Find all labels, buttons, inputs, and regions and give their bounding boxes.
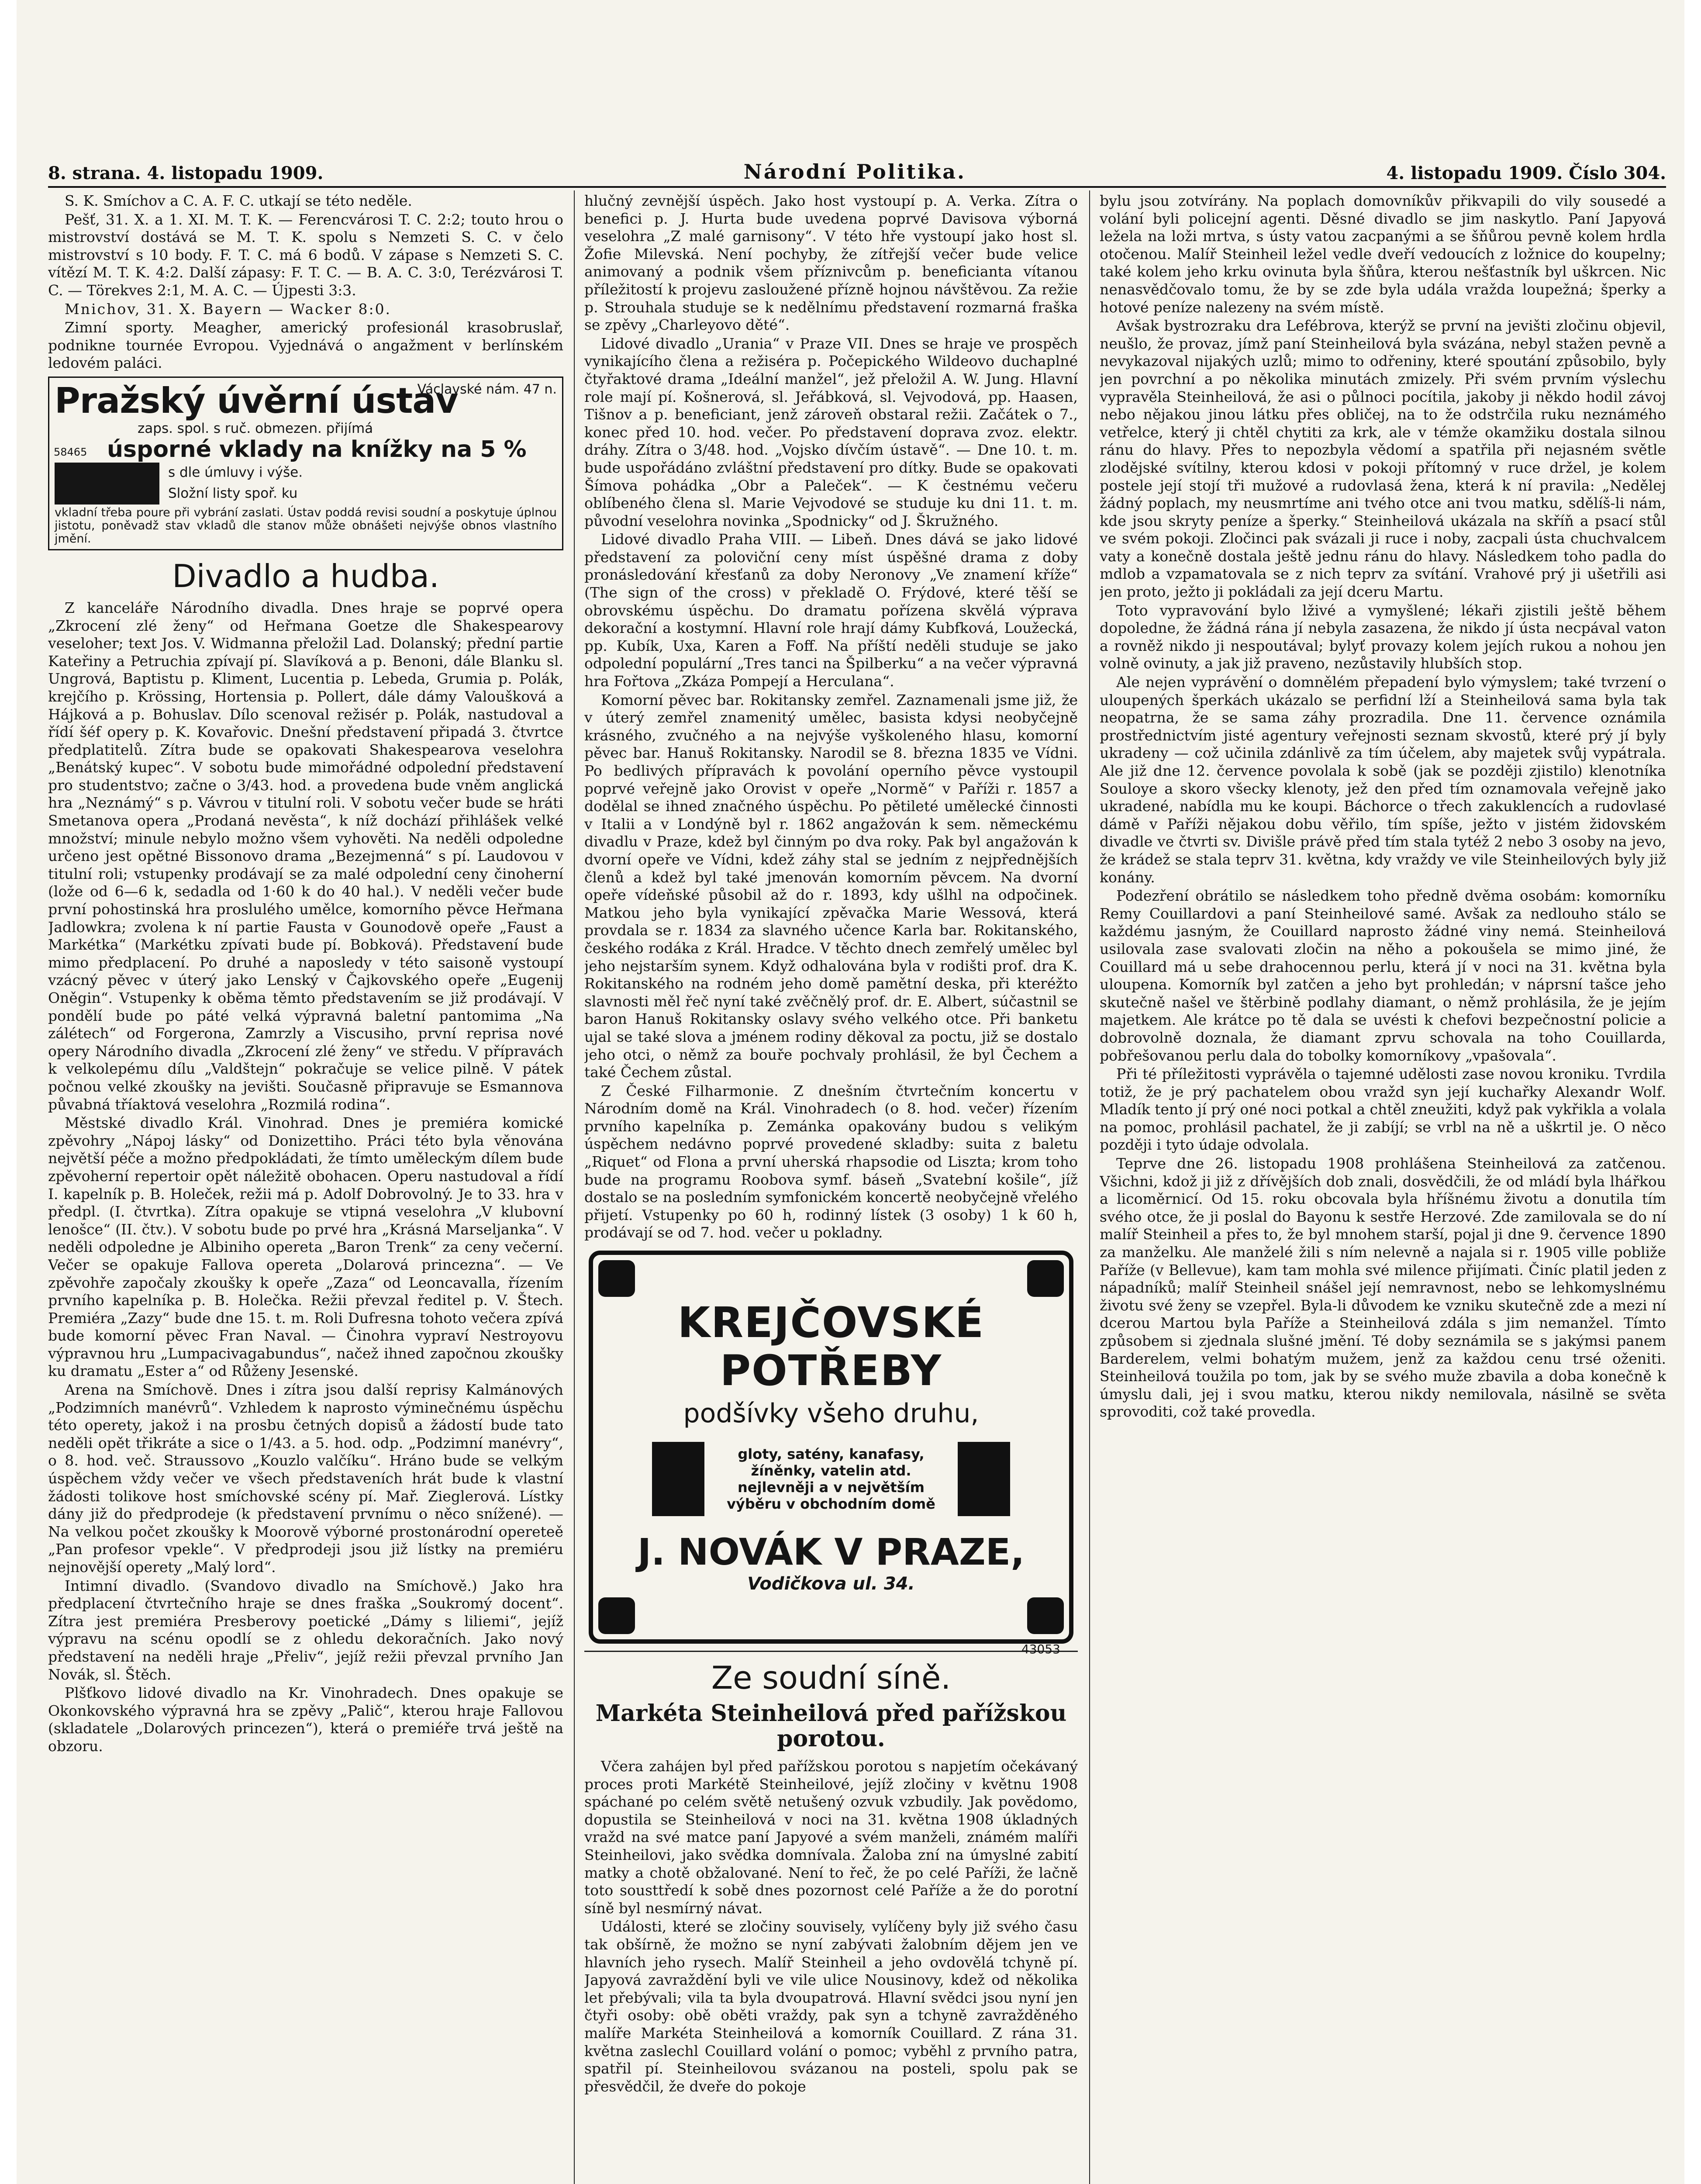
bank-line: s dle úmluvy i výše. [168, 464, 303, 480]
bank-name: Pražský úvěrní ústav [55, 380, 458, 421]
ad-goods: gloty, satény, kanafasy, žíněnky, vatelin atd. nejlevněji a v největším výběru v obchodním domě [727, 1446, 935, 1513]
sport-paragraph: Mnichov, 31. X. Bayern — Wacker 8:0. [65, 300, 392, 318]
page-header [48, 153, 1666, 183]
sport-paragraph: Pešť, 31. X. a 1. XI. M. T. K. — Ferencvárosi T. C. 2:2; touto hrou o mistrovství dostává se M. T. K. spolu s Nemzeti S. C. v čelo mistrovství s 10 body. F. T. C. má 6 bodů. V zápase s Nemzeti S. C. vítězí M. T. K. 4:2. Další zápasy: F. T. C. — B. A. C. 3:0, Terézvárosi T. C. — Törekves 2:1, M. A. C. — Újpesti 3:3. [48, 211, 563, 299]
ornament-icon [598, 1260, 635, 1297]
ornament-icon [598, 1597, 635, 1634]
article-paragraph: Městské divadlo Král. Vinohrad. Dnes je premiéra komické zpěvohry „Nápoj lásky“ od Donizettiho. Práci této byla věnována největší péče a možno předpokládati, že tímto uměleckým dílem bude zpěvoherní repertoir opět náležitě obohacen. Operu nastudoval a řídí I. kapelník p. B. Holeček, režii má p. Adolf Dobrovolný. Je to 33. hra v předpl. (I. čtvrtka). Zítra opakuje se vtipná veselohra „V klubovní lenošce“ (II. čtv.). V sobotu bude po prvé hra „Krásná Marseljanka“. V neděli odpoledne je Albiniho opereta „Baron Trenk“ za ceny večerní. Večer se opakuje Fallova opereta „Dolarová princezna“. — Ve zpěvohře započaly zkoušky k opeře „Zaza“ od Leoncavalla, řízením prvního kapelníka p. B. Holečka. Režii převzal ředitel p. V. Štech. Premiéra „Zazy“ bude dne 15. t. m. Roli Dufresna tohoto večera zpívá bude komorní pěvec Fran Naval. — Činohra vypraví Nestroyovu výpravnou hru „Lumpacivagabundus“, načež ihned započnou zkoušky ku dramatu „Ester a“ od Růženy Jesenské. [48, 1114, 563, 1380]
bank-fine-print: vkladní třeba poure při vybrání zaslati. Ústav poddá revisi soudní a poskytuje úplnou jistotu, poněvadž stav vkladů dle stanov může obnášeti nejvýše obnos vlastního jmění. [55, 505, 557, 546]
header-left: 8. strana. 4. listopadu 1909. [48, 163, 324, 183]
bank-address: Václavské nám. 47 n. [417, 381, 557, 397]
article-paragraph: Ale nejen vyprávění o domnělém přepadení bylo výmyslem; také tvrzení o uloupených šperkách ukázalo se perfidní lží a Steinheilová sama byla tak neopatrna, že se sama záhy prozradila. Dne 11. července oznámila prostřednictvím jisté agentury veřejnosti seznam skvostů, které prý jí byly ukradeny — což učinila zdánlivě za tím účelem, aby majetek svůj vypátrala. Ale již dne 12. července povolala k sobě (jak se později zjistilo) klenotníka Souloye a skoro všecky klenoty, jež den před tím oznamovala veřejně jako ukradené, nabídla mu ke koupi. Báchorce o třech zakuklencích a rudovlasé dámě v Paříži nějakou dobu věřilo, tím spíše, ježto v jistém židovském divadle ve čtvrti sv. Divišle právě před tím stala tytéž 2 nebo 3 osoby na jevo, že krádež se stala teprv 31. května, kdy vraždy ve vile Steinheilových byly již konány. [1100, 674, 1666, 886]
article-paragraph: Včera zahájen byl před pařížskou porotou s napjetím očekávaný proces proti Markétě Steinheilové, jejíž zločiny v květnu 1908 spáchané po celém světě netušený ozvuk vzbudily. Jak povědomo, dopustila se Steinheilová v noci na 31. května 1908 úkladných vražd na své matce paní Japyové a svém manželi, známém malíři Steinheilovi, jako svědka domnívala. Žaloba zní na úmyslné zabití matky a chotě obžalované. Není to řeč, že po celé Paříži, že lačně toto sousttředí k sobě dnes pozornost celé Paříže a že do porotní síně byl nesmírný návat. [584, 1758, 1078, 1917]
article-paragraph: Lidové divadlo Praha VIII. — Libeň. Dnes dává se jako lidové představení za poloviční ceny míst úspěšné drama z doby pronásledování křesťanů za doby Neronovy „Ve znamení kříže“ (The sign of the cross) v překladě O. Frýdové, které těší se obrovskému úspěchu. Do dramatu pořízena skvělá výprava dekorační a kostymní. Hlavní role hrají dámy Kubfková, Loužecká, pp. Kubík, Uxa, Karen a Foff. Na příští neděli studuje se jako odpolední populární „Tres tanci na Špilberku“ a na večer výpravná hra Fořtova „Zkáza Pompejí a Herculana“. [584, 531, 1078, 690]
bank-line: Složní listy spoř. ku [168, 485, 298, 501]
column-1 [48, 192, 563, 2184]
column-rule [1089, 190, 1090, 2184]
ad-decoration [958, 1442, 1010, 1516]
bank-advertisement [48, 377, 563, 550]
article-paragraph: Komorní pěvec bar. Rokitansky zemřel. Zaznamenali jsme již, že v úterý zemřel znamenitý umělec, basista kdysi neobyčejně krásného, zvučného a na nejvýše vyškoleného hlasu, komorní pěvec bar. Hanuš Rokitansky. Narodil se 8. března 1835 ve Vídni. Po bedlivých přípravách k povolání operního pěvce vystoupil poprvé veřejně jako Orovist v opeře „Normě“ v Paříži r. 1857 a dodělal se ihned značného úspěchu. Po pětileté umělecké činnosti v Italii a v Londýně byl r. 1862 angažován k sem. německému divadlu v Praze, kdež byl činným po dva roky. Pak byl angažován k dvorní opeře ve Vídni, kdež záhy stal se jedním z nejpřednějších členů a kdež byl také jmenován komorním pěvcem. Na dvorní opeře vídeňské působil až do r. 1893, kdy ušlhl na odpočinek. Matkou jeho byla vynikající zpěvačka Marie Wessová, která provdala se r. 1834 za slavného učence Karla bar. Rokitanského, českého rodáka z Král. Hradce. V těchto dnech zemřelý umělec byl jeho nejstarším synem. Když odhalována byla v rodišti prof. dra K. Rokitanského na rodném jeho domě pamětní deska, při kteréžto slavnosti měl řeč nyní také zvěčnělý prof. dr. E. Albert, súčastnil se baron Hanuš Rokitansky oslavy svého velkého otce. Při banketu ujal se také slova a jménem rodiny děkoval za poctu, již se dostalo jeho otci, o němž za bouře pochvaly prohlásil, že byl Čechem a také Čechem zůstal. [584, 691, 1078, 1081]
ad-company: J. NOVÁK V PRAZE, [637, 1531, 1025, 1574]
ad-headline: KREJČOVSKÉ POTŘEBY [677, 1298, 985, 1396]
section-rule [584, 1651, 1078, 1652]
ad-number: 43053 [1021, 1642, 1060, 1657]
article-paragraph: Z kanceláře Národního divadla. Dnes hraje se poprvé opera „Zkrocení zlé ženy“ od Heřmana Goetze dle Shakespearovy veseloher; text Jos. V. Widmanna přeložil Lad. Dolanský; přední partie Kateřiny a Petruchia zpívají pí. Slavíková a p. Benoni, dále Blanku sl. Ungrová, Baptistu p. Kliment, Lucentia p. Lebeda, Grumia p. Polák, krejčího p. Krössing, Hortensia p. Pollert, dále dámy Valoušková a Hájková a p. Bohuslav. Dílo scenoval režisér p. Polák, nastudoval a řídí šéf opery p. K. Kovařovic. Dnešní představení připadá 3. čtvrtce předplatitelů. Zítra bude se opakovati Shakespearova veselohra „Benátský kupec“. V sobotu bude mimořádné odpolední představení pro studentstvo; začne o 3/43. hod. a provedena bude vněm anglická hra „Neznámý“ s p. Vávrou v titulní roli. V sobotu večer bude se hráti Smetanova opera „Prodaná nevěsta“, k níž dochází přihlášek velké množství; minule nebylo možno všem vyhověti. Na neděli odpoledne určeno jest opětné Bissonovo drama „Bezejmenná“ s pí. Laudovou v titulní roli; vstupenky prodávají se za malé odpolední ceny činoherní (lože od 6—6 k, sedadla od 1·60 k do 40 hal.). V neděli večer bude první pohostinská hra proslulého umělce, komorního pěvce Heřmana Jadlowkra; zvolena k ní partie Fausta v Gounodově opeře „Faust a Markétka“ (Markétku zpívati bude pí. Bobková). Představení bude mimo předplacení. Po druhé a naposledy v této saisoně vystoupí vzácný pěvec v úterý jako Lenský v Čajkovského opeře „Eugenij Oněgin“. Vstupenky k oběma těmto představením se již prodávají. V pondělí bude po páté velká výpravná baletní pantomima „Na zálétech“ od Forgerona, Zamrzly a Viscusiho, první reprisa nové opery Národního divadla „Zkrocení zlé ženy“ ve středu. V přípravách k velkolepému dílu „Valdštejn“ pokračuje se velice pilně. V pátek počnou velké zkoušky na jevišti. Současně připravuje se Esmannova půvabná tříaktová veselohra „Rozmilá rodina“. [48, 599, 563, 1113]
header-rule [48, 186, 1666, 188]
bank-offer: úsporné vklady na knížky na 5 % [107, 436, 527, 463]
column-2 [584, 192, 1078, 2184]
bank-line: zaps. spol. s ruč. obmezen. přijímá [138, 420, 373, 436]
ad-decoration [652, 1442, 704, 1516]
article-paragraph: Intimní divadlo. (Svandovo divadlo na Smíchově.) Jako hra předplacení čtvrtečního hraje se dnes fraška „Soukromý docent“. Zítra jest premiéra Presberovy poetické „Dámy s liliemi“, jejíž výpravu na scénu opodlí se z ohledu dekoračních. Jako nový představení na neděli hraje „Přeliv“, jejíž režii převzal prvního Jan Novák, sl. Štěch. [48, 1577, 563, 1683]
article-paragraph: Plšťkovo lidové divadlo na Kr. Vinohradech. Dnes opakuje se Okonkovského výpravná hra se zpěvy „Palič“, kterou hraje Fallovou (skladatele „Dolarových princezen“), která o premiéře trvá ještě na obzoru. [48, 1684, 563, 1755]
article-paragraph: Při té příležitosti vyprávěla o tajemné udělosti zase novou kroniku. Tvrdila totiž, že je prý pachatelem obou vražd syn její kuchařky Alexandr Wolf. Mladík tento jí prý oné noci potkal a chtěl zneužiti, když pak vykřikla a volala na pomoc, prohlásil pachatel, že ji zabíjí; se vrbl na ně a uškrtil je. O něco později i tyto údaje odvolala. [1100, 1065, 1666, 1154]
article-paragraph: Lidové divadlo „Urania“ v Praze VII. Dnes se hraje ve prospěch vynikajícího člena a režiséra p. Počepického Wildeovo duchaplné čtyřaktové drama „Ideální manžel“, jež přeložil A. W. Jung. Hlavní role mají pí. Košnerová, sl. Jeřábková, sl. Vejvodová, pp. Haasen, Tišnov a p. beneficiant, jenž zároveň obstaral režii. Začátek o 7., konec před 10. hod. večer. Po představení doprava zvoz. elektr. dráhy. Zítra o 3/48. hod. „Vojsko dívčím ústavě“. — Dne 10. t. m. bude uspořádáno zvláštní představení pro dítky. Bude se opakovati Šímova pohádka „Obr a Paleček“. — K čestnému večeru oblíbeného člena sl. Marie Vejvodové se studuje ku dni 11. t. m. původní veselohra novinka „Spodnicky“ od J. Škružného. [584, 335, 1078, 529]
section-title: Ze soudní síně. [711, 1659, 951, 1697]
article-headline: Markéta Steinheilová před pařížskou porotou. [595, 1700, 1067, 1752]
ad-subheadline: podšívky všeho druhu, [683, 1398, 979, 1429]
ornament-icon [1027, 1597, 1064, 1634]
article-paragraph: bylu jsou zotvírány. Na poplach domovníkův přikvapili do vily sousedé a volání byli policejní agenti. Děsné divadlo se jim naskytlo. Paní Japyová ležela na loži mrtva, s ústy vatou zacpanými a se šňůrou pevně kolem hrdla otočenou. Malíř Steinheil ležel vedle dveří vedoucích z ložnice do koupelny; také kolem jeho krku ovinuta byla šňůra, kterou nešťastník byl uškrcen. Nic nenasvědčovalo tomu, že by se zde byla udála vražda loupežná; šperky a hotové peníze nalezeny na svém místě. [1100, 192, 1666, 316]
article-paragraph: Avšak bystrozraku dra Lefébrova, kterýž se první na jevišti zločinu objevil, neušlo, že provaz, jímž paní Steinheilová byla svázána, nebyl stažen pevně a nevykazoval nijakých uzlů; mimo to odřeniny, které spoutání způsobilo, byly jen povrchní a po několika minutách zmizely. Při svém prvním výslechu vypravěla Steinheilová, že asi o půlnoci pocítila, jakoby ji někdo hodil závoj nebo nějakou jinou látku přes obličej, na to že odstrčila ruku neznámého vetřelce, který ji chtěl chytiti za krk, ale v témže okamžiku dostala silnou ránu do hlavy. Přes to nepozbyla vědomí a spatřila při nejasném světle zlodějské svítilny, kterou kdosi v pokoji přítomný v ruce držel, je kolem postele její stojí tři mužové a rudovlasá žena, která k ní pravila: „Nedělej žádný poplach, my neusmrtíme ani tvého otce ani tvou matku, sdělíš-li nám, kde jsou skryty peníze a šperky.“ Steinheilová ukázala na skříň a psací stůl ve svém pokoji. Zločinci pak svázali ji ruce i noby, zacpali ústa chuchvalcem vaty a konečně dostala ještě jednu ránu do hlavy. Následkem toho padla do mdlob a vzpamatovala se z nich teprv za svítání. Vrahové prý ji ušetřili asi jen proto, ježto ji pokládali za její dceru Martu. [1100, 317, 1666, 601]
article-paragraph: Události, které se zločiny souvisely, vylíčeny byly již svého času tak obšírně, že možno se nyní zabývati žalobním dějem jen ve hlavních jeho rysech. Malíř Steinheil a jeho ovdovělá tchyně pí. Japyová zavraždění byli ve vile ulice Nousinovy, kdež od několika let přebývali; vila ta byla dvoupatrová. Hlavní svědci jsou nyní jen čtyři osoby: obě oběti vraždy, pak syn a tchyně zavražděného malíře Markéta Steinheilová a komorník Couillard. Z rána 31. května zaslechl Couillard volání o pomoc; vyběhl z prvního patra, spatřil pí. Steinheilovou svázanou na posteli, spolu pak se přesvědčil, že dveře do pokoje [584, 1918, 1078, 2095]
section-title: Divadlo a hudba. [172, 557, 439, 594]
sport-paragraph: S. K. Smíchov a C. A. F. C. utkají se této neděle. [65, 192, 412, 209]
article-paragraph: Arena na Smíchově. Dnes i zítra jsou další reprisy Kalmánových „Podzimních manévrů“. Vzhledem k naprosto výminečnému úspěchu této operety, jakož i na prosbu četných dopisů a žádostí bude tato neděli opět třikráte a sice o 1/43. a 5. hod. odp. „Podzimní manévry“, o 8. hod. več. Straussovo „Kouzlo valčíku“. Hráno bude se velkým úspěchem vždy večer ve všech představeních hrát bude k vlastní žádosti tolikove host smíchovské scény pí. Mař. Zieglerová. Lístky dány již do předprodeje (k představení prvnímu o něco snížené). — Na velkou počet zkoušky k Moorově výborné prostonárodní opereteě „Pan profesor vpekle“. V předprodeji jsou již lístky na premiéru nejnovější operety „Malý lord“. [48, 1381, 563, 1576]
ad-address: Vodičkova ul. 34. [747, 1574, 915, 1594]
article-paragraph: Podezření obrátilo se následkem toho předně dvěma osobám: komorníku Remy Couillardovi a paní Steinheilové samé. Avšak za nedlouho stálo se každému jasným, že Couillard naprosto žádné viny nemá. Steinheilová usilovala zase svalovati zločin na něho a pokoušela se mimo jiné, že Couillard má u sebe drahocennou perlu, která jí v noci na 31. května byla uloupena. Komorník byl zatčen a jeho byt prohledán; v náprsní tašce jeho skutečně našel ve štěrbině podlahy diamant, o němž prohlásila, že je jejím majetkem. Ale krátce po tě dala se uvésti k chefovi bezpečnostní policie a dobrovolně doznala, že diamant zprvu schovala na toho Couillarda, pobřešovanou perlu dala do tobolky komorníkovy „vpašovala“. [1100, 887, 1666, 1064]
redaction-bar [55, 463, 159, 484]
column-rule [574, 190, 575, 2184]
column-3 [1100, 192, 1666, 2184]
ornament-icon [1027, 1260, 1064, 1297]
article-paragraph: Toto vypravování bylo lživé a vymyšlené; lékaři zjistili ještě během dopoledne, že žádná rána jí nebyla zasazena, že nikdo jí ústa necpával vaton a rovněž nikdo ji nespoutával; bylyť provazy kolem jejích rukou a nohou jen volně ovinuty, a jak již praveno, nezůstavily hlubších stop. [1100, 601, 1666, 672]
header-right: 4. listopadu 1909. Číslo 304. [1386, 163, 1666, 183]
article-paragraph: hlučný zevnější úspěch. Jako host vystoupí p. A. Verka. Zítra o benefici p. J. Hurta bude uvedena poprvé Davisova výborná veselohra „Z malé garnisony“. V této hře vystoupí jako host sl. Žofie Milevská. Není pochyby, že zítřejší večer bude velice animovaný a podnik všem příznivcům p. beneficianta vítanou příležitostí k projevu zasloužené přízně hojnou návštěvou. Za režie p. Strouhala studuje se k nedělnímu představení rozmarná fraška se zpěvy „Charleyovo děté“. [584, 192, 1078, 334]
redaction-bar [55, 484, 159, 505]
scan-edge [0, 0, 17, 2184]
newspaper-page [17, 0, 1684, 2184]
article-paragraph: Z České Filharmonie. Z dnešním čtvrtečním koncertu v Národním domě na Král. Vinohradech (o 8. hod. večer) řízením prvního kapelníka p. Zemánka opakovány budou s velikým úspěchem nedávno poprvé provedené skladby: suita z baletu „Riquet“ od Flona a první uherská rhapsodie od Liszta; krom toho bude na programu Roobova symf. báseň „Svatební košile“, jíž dostalo se na posledním symfonickém koncertě neobyčejně vřelého přijetí. Vstupenky po 60 h, rodinný lístek (3 osoby) 1 k 60 h, prodávají se od 7. hod. večer u pokladny. [584, 1082, 1078, 1241]
article-paragraph: Teprve dne 26. listopadu 1908 prohlášena Steinheilová za zatčenou. Všichni, kdož ji již z dřívějších dob znali, dosvědčili, že od mládí byla lhářkou a licoměrnicí. Od 15. roku obcovala byla hříšnému životu a donutila tím svého otce, že ji poslal do Bayonu k sestře Herzové. Zde zamilovala se do ní malíř Steinheil a přes to, že byl mnohem starší, pojal ji dne 9. července 1890 za manželku. Ale manželé žili s ním nelevně a najala si r. 1905 ville pobliže Paříže (v Bellevue), kam tam mohla své milence přijímati. Činíc platil jeden z nápadníků; malíř Steinheil snášel její nemravnost, nebo se lehkomyslnému životu své ženy se vzepřel. Byla-li důvodem ke vzniku skutečně zde a mezi ní dcerou Martou byla Paříže a Steinheilová zdála s jim nemanžel. Tímto způsobem si zjednala slušné jmění. Té doby seznámila se s jakýmsi panem Barderelem, velmi bohatým mužem, jenž za každou cenu trsé oženiti. Steinheilová toužila po tom, jak by se svého muže zbavila a doba konečně k úmyslu dali, jej i svou matku, kterou nikdy nemilovala, násilně se světa sprovoditi, což také provedla. [1100, 1155, 1666, 1420]
tailor-advertisement [589, 1251, 1073, 1657]
header-masthead: Národní Politika. [743, 160, 966, 183]
bank-ad-number: 58465 [54, 446, 87, 458]
sport-paragraph: Zimní sporty. Meagher, americký profesionál krasobruslař, podnikne tournée Evropou. Vyjednává o angažment v berlínském ledovém paláci. [48, 319, 563, 372]
